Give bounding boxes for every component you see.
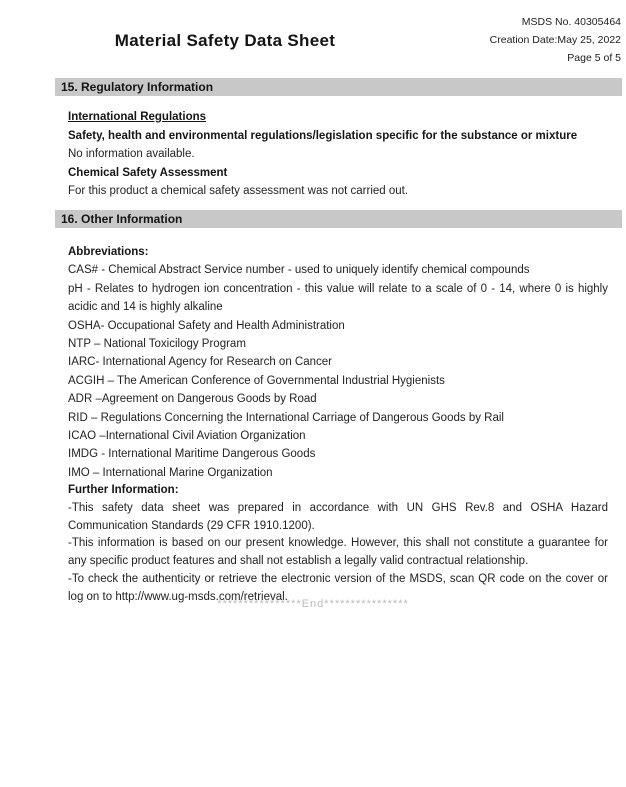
further-information-line: -This information is based on our present knowledge. However, this shall not constitute a guarantee for bbox=[68, 537, 608, 550]
abbreviation-line: RID – Regulations Concerning the International Carriage of Dangerous Goods by Rail bbox=[68, 411, 504, 424]
abbreviation-line: pH - Relates to hydrogen ion concentration - this value will relate to a scale of 0 - 14, where 0 is highly bbox=[68, 282, 608, 295]
international-regulations-heading: International Regulations bbox=[68, 111, 207, 123]
abbreviation-line: ICAO –International Civil Aviation Organization bbox=[68, 430, 306, 443]
assessment-value: For this product a chemical safety assessment was not carried out. bbox=[68, 185, 409, 198]
abbreviation-line: CAS# - Chemical Abstract Service number - used to uniquely identify chemical compounds bbox=[68, 264, 530, 277]
creation-date: Creation Date:May 25, 2022 bbox=[489, 34, 621, 46]
document-title: Material Safety Data Sheet bbox=[114, 31, 336, 50]
abbreviation-line: ACGIH – The American Conference of Governmental Industrial Hygienists bbox=[68, 374, 445, 387]
further-information-line: -To check the authenticity or retrieve the electronic version of the MSDS, scan QR code on the cover or bbox=[68, 572, 608, 585]
further-information-heading: Further Information: bbox=[68, 484, 179, 496]
abbreviation-line: OSHA- Occupational Safety and Health Administration bbox=[68, 319, 345, 332]
further-information-line: -This safety data sheet was prepared in accordance with UN GHS Rev.8 and OSHA Hazard bbox=[68, 501, 608, 514]
end-of-document-marker: ****************End**************** bbox=[217, 598, 409, 610]
page-number: Page 5 of 5 bbox=[567, 52, 621, 64]
abbreviation-line: IMDG - International Maritime Dangerous Goods bbox=[68, 448, 316, 461]
abbreviation-line: ADR –Agreement on Dangerous Goods by Road bbox=[68, 393, 317, 406]
msds-number: MSDS No. 40305464 bbox=[521, 16, 621, 28]
further-information-block bbox=[68, 482, 608, 607]
further-information-line: log on to http://www.ug-msds.com/retrieval. bbox=[68, 590, 288, 603]
further-information-line: any specific product features and shall not establish a legally valid contractual relationship. bbox=[68, 555, 529, 568]
section-15-header-bar: 15. Regulatory Information bbox=[55, 78, 622, 96]
document-meta bbox=[490, 13, 621, 67]
abbreviation-line: IMO – International Marine Organization bbox=[68, 466, 273, 479]
abbreviation-line: IARC- International Agency for Research on Cancer bbox=[68, 356, 332, 369]
further-information-line: Communication Standards (29 CFR 1910.1200). bbox=[68, 519, 315, 532]
chemical-safety-assessment-heading: Chemical Safety Assessment bbox=[68, 166, 228, 179]
section-15-content bbox=[68, 108, 608, 201]
abbreviation-line: NTP – National Toxicilogy Program bbox=[68, 338, 246, 351]
abbreviations-block bbox=[68, 243, 608, 482]
section-16-header-bar: 16. Other Information bbox=[55, 210, 622, 228]
abbreviation-line: acidic and 14 is highly alkaline bbox=[68, 301, 223, 314]
abbreviations-heading: Abbreviations: bbox=[68, 246, 149, 258]
regulations-value: No information available. bbox=[68, 148, 195, 161]
regulations-statement: Safety, health and environmental regulations/legislation specific for the substance or mixture bbox=[68, 129, 578, 142]
